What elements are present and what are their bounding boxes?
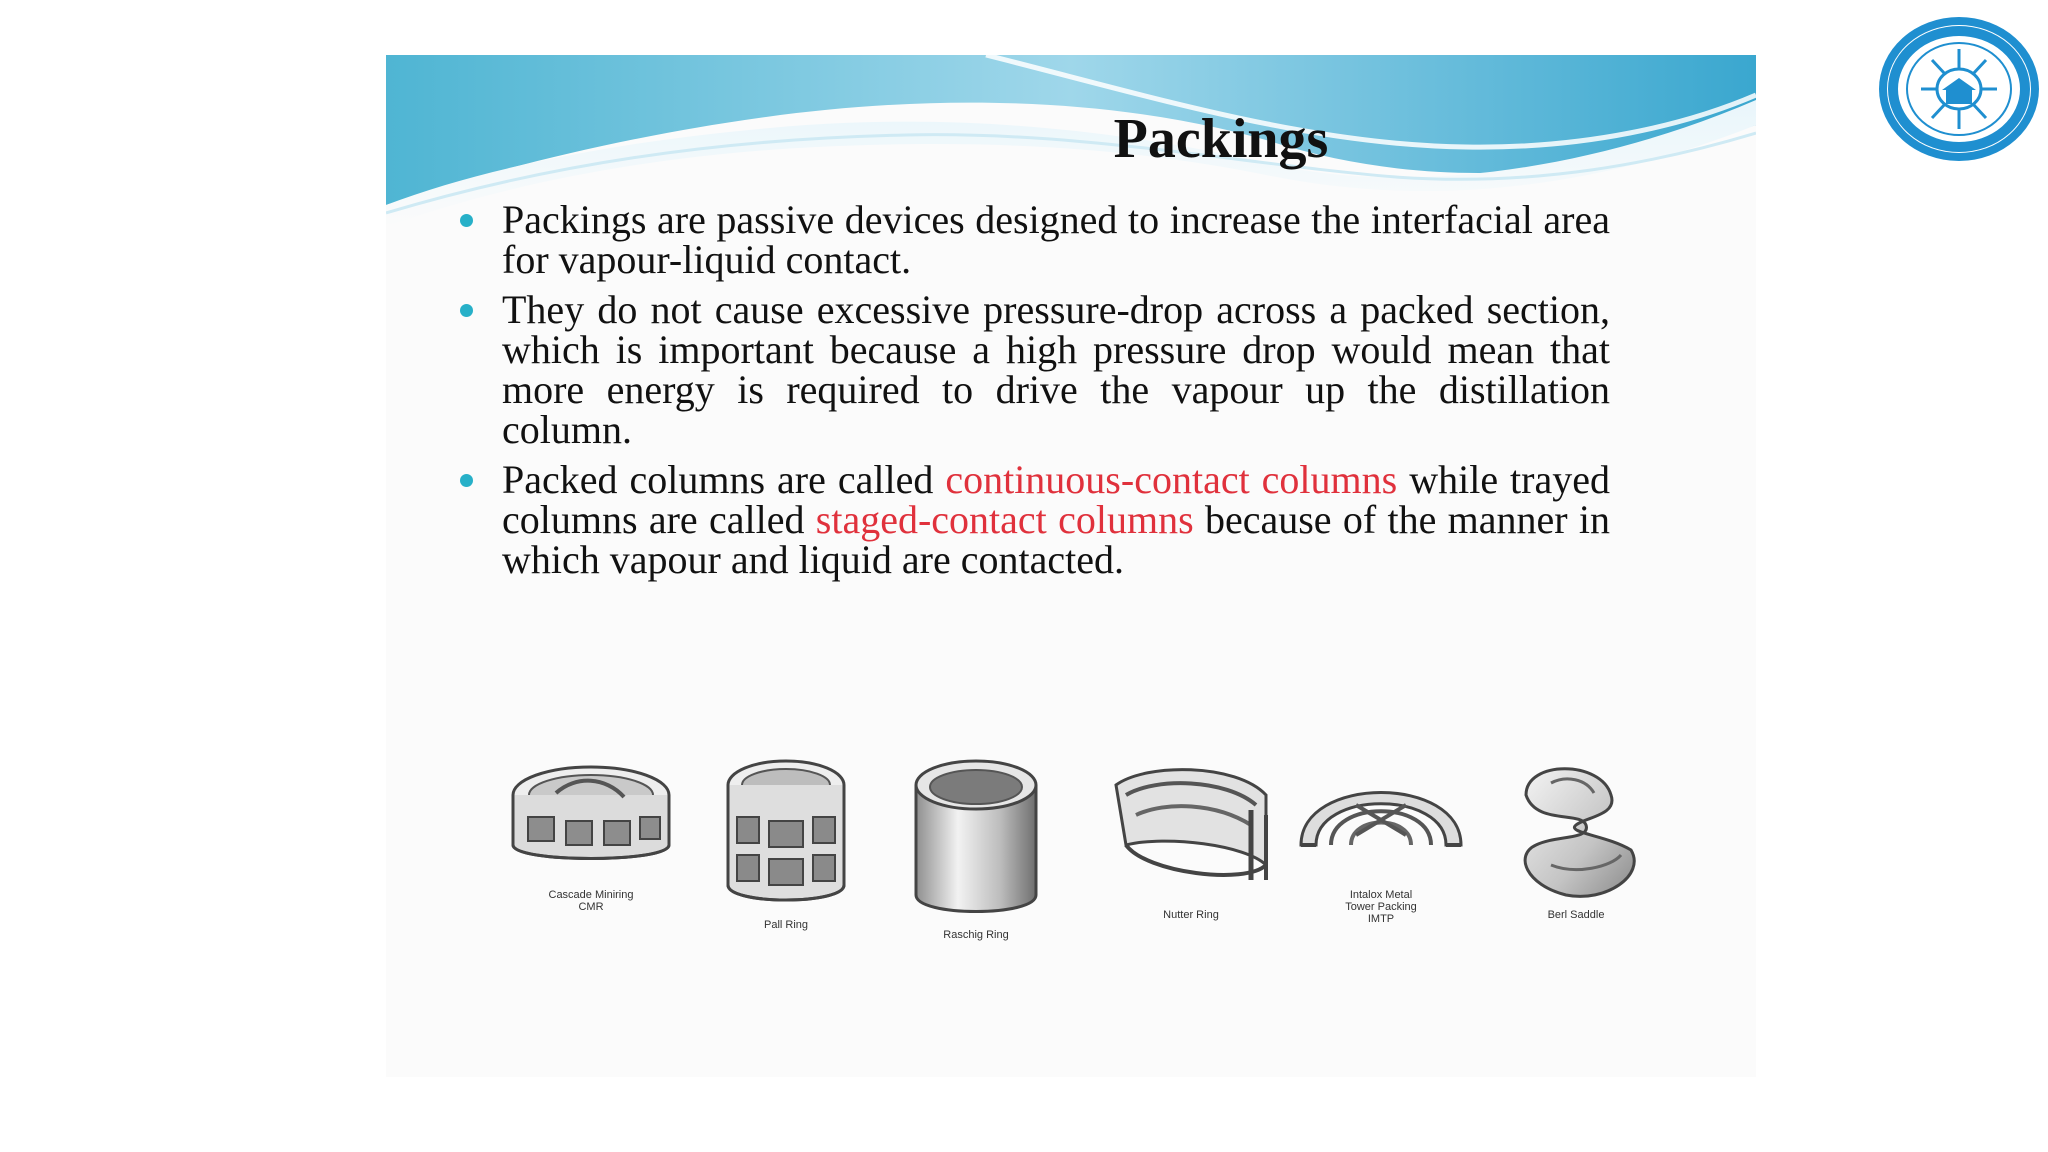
cascade-miniring-icon [506, 755, 676, 885]
bullet-item [460, 287, 1610, 452]
bullet-text: while trayed columns are called [502, 457, 1611, 542]
bullet-text: Packed columns are called [502, 457, 946, 502]
highlighted-term: staged-contact columns [815, 497, 1194, 542]
university-seal-icon [1876, 14, 2042, 164]
packing-label: Raschig Ring [943, 929, 1009, 941]
slide [386, 55, 1756, 1077]
packing-item-berl-saddle [1506, 755, 1646, 921]
packing-item-pall-ring [721, 755, 851, 931]
packing-label: Berl Saddle [1547, 909, 1605, 921]
berl-saddle-icon [1506, 755, 1646, 905]
bullet-text: because of the manner in which vapour and liquid are contacted. [502, 497, 1610, 582]
packing-label: Cascade Miniring CMR [548, 889, 634, 913]
packings-illustration-row [506, 755, 1666, 1045]
packing-label: Nutter Ring [1163, 909, 1219, 921]
packing-label: Intalox Metal Tower Packing IMTP [1345, 889, 1417, 925]
raschig-ring-icon [911, 755, 1041, 925]
packing-item-raschig-ring [911, 755, 1041, 941]
slide-title: Packings [1113, 108, 1329, 170]
bullet-list [460, 197, 1611, 590]
bullet-dot-icon [460, 474, 473, 487]
packing-item-intalox-metal [1296, 755, 1466, 925]
bullet-item [460, 457, 1611, 582]
packing-item-nutter-ring [1106, 755, 1276, 921]
pall-ring-icon [721, 755, 851, 915]
bullet-text: They do not cause excessive pressure-drop across a packed section, which is important because a high pressure drop would mean that more energy is required to drive the vapour up the distillation column. [502, 287, 1610, 452]
nutter-ring-icon [1106, 755, 1276, 905]
highlighted-term: continuous-contact columns [945, 457, 1398, 502]
bullet-item [460, 197, 1610, 282]
packing-label: Pall Ring [763, 919, 809, 931]
bullet-dot-icon [460, 304, 473, 317]
bullet-text: Packings are passive devices designed to increase the interfacial area for vapour-liquid contact. [502, 197, 1610, 282]
intalox-metal-icon [1296, 755, 1466, 885]
bullet-dot-icon [460, 214, 473, 227]
packing-item-cascade-miniring [506, 755, 676, 913]
